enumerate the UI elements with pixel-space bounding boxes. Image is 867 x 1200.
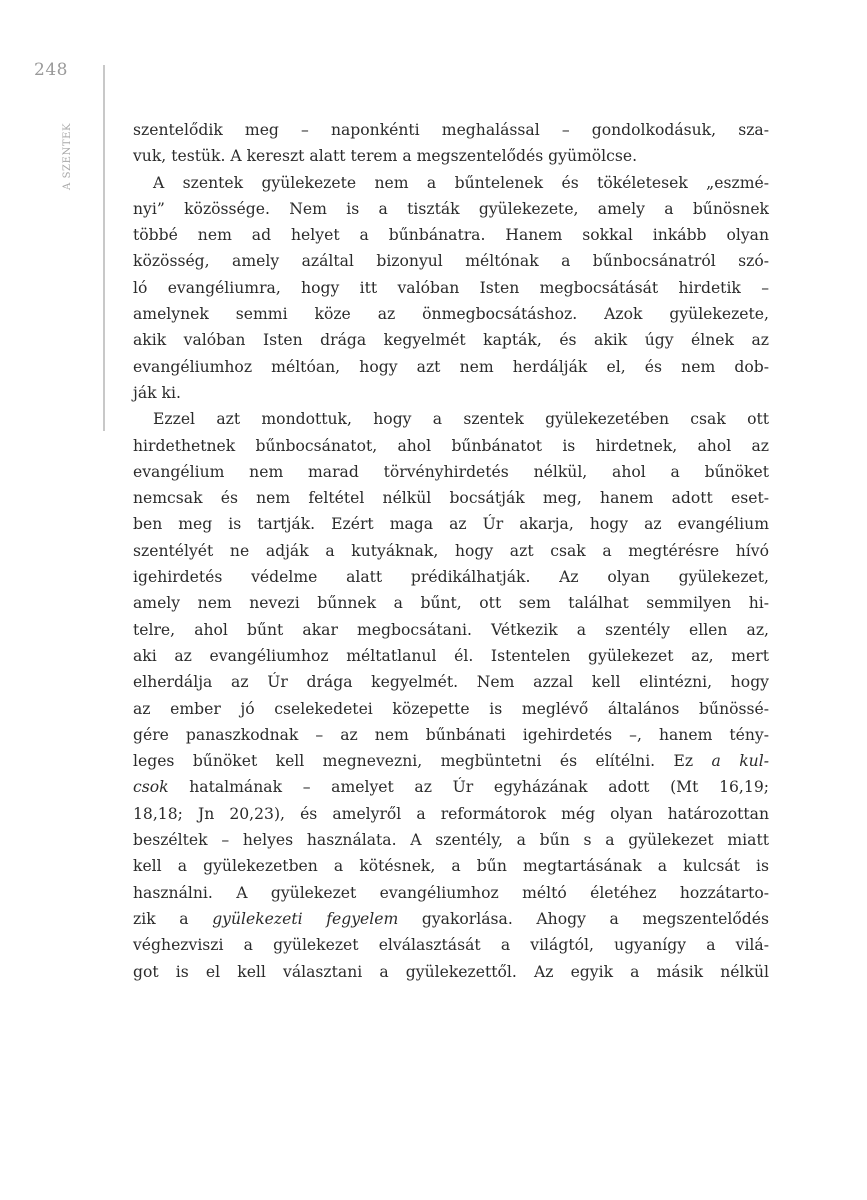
text-line: igehirdetés védelme alatt prédikálhatják. Az olyan gyülekezet,	[133, 568, 769, 587]
text-line	[133, 906, 769, 932]
text-run: leges bűnöket kell megnevezni, megbüntetni és elítélni. Ez	[133, 752, 712, 771]
text-line: többé nem ad helyet a bűnbánatra. Hanem sokkal inkább olyan	[133, 226, 769, 245]
text-line: véghezviszi a gyülekezet elválasztását a világtól, ugyanígy a vilá-	[133, 936, 769, 955]
text-line: Ezzel azt mondottuk, hogy a szentek gyülekezetében csak ott	[153, 410, 769, 429]
text-line: beszéltek – helyes használata. A szentély, a bűn s a gyülekezet miatt	[133, 831, 769, 850]
text-line: közösség, amely azáltal bizonyul méltónak a bűnbocsánatról szó-	[133, 252, 769, 271]
text-line: használni. A gyülekezet evangéliumhoz méltó életéhez hozzátarto-	[133, 883, 769, 902]
text-line: aki az evangéliumhoz méltatlanul él. Istentelen gyülekezet az, mert	[133, 646, 769, 665]
text-line: az ember jó cselekedetei közepette is meglévő általános bűnössé-	[133, 699, 769, 718]
text-line: ló evangéliumra, hogy itt valóban Isten megbocsátását hirdetik –	[133, 278, 769, 297]
text-run: gyakorlása. Ahogy a megszentelődés	[398, 909, 769, 928]
italic-term-fegyelem: gyülekezeti fegyelem	[212, 909, 399, 928]
body-text	[133, 117, 769, 985]
text-line: vuk, testük. A kereszt alatt terem a megszentelődés gyümölcse.	[133, 147, 638, 166]
text-line: A szentek gyülekezete nem a bűntelenek és tökéletesek „eszmé-	[153, 173, 769, 192]
text-line: telre, ahol bűnt akar megbocsátani. Vétkezik a szentély ellen az,	[133, 620, 769, 639]
text-line: elherdálja az Úr drága kegyelmét. Nem azzal kell elintézni, hogy	[133, 673, 769, 692]
text-run: hatalmának – amelyet az Úr egyházának adott (Mt 16,19;	[168, 778, 769, 797]
page-number: 248	[34, 60, 68, 80]
text-line: gére panaszkodnak – az nem bűnbánati igehirdetés –, hanem tény-	[133, 725, 769, 744]
text-line	[133, 748, 769, 774]
text-line: nyi” közössége. Nem is a tiszták gyülekezete, amely a bűnösnek	[133, 199, 769, 218]
running-head: A SZENTEK	[62, 122, 73, 190]
text-line	[133, 774, 769, 800]
text-line: ják ki.	[133, 383, 181, 402]
text-line: hirdethetnek bűnbocsánatot, ahol bűnbánatot is hirdetnek, ahol az	[133, 436, 769, 455]
text-line: amelynek semmi köze az önmegbocsátáshoz. Azok gyülekezete,	[133, 305, 769, 324]
text-line: ben meg is tartják. Ezért maga az Úr akarja, hogy az evangélium	[133, 515, 769, 534]
text-line: 18,18; Jn 20,23), és amelyről a reformátorok még olyan határozottan	[133, 804, 769, 823]
text-line: szentelődik meg – naponkénti meghalással – gondolkodásuk, sza-	[133, 121, 769, 139]
text-line: evangéliumhoz méltóan, hogy azt nem herdálják el, és nem dob-	[133, 357, 769, 376]
margin-rule	[103, 65, 105, 431]
italic-term-kulcsok: csok	[133, 778, 169, 797]
text-line: amely nem nevezi bűnnek a bűnt, ott sem találhat semmilyen hi-	[133, 594, 769, 613]
text-line: evangélium nem marad törvényhirdetés nélkül, ahol a bűnöket	[133, 462, 769, 481]
text-line: szentélyét ne adják a kutyáknak, hogy azt csak a megtérésre hívó	[133, 541, 769, 560]
text-line: kell a gyülekezetben a kötésnek, a bűn megtartásának a kulcsát is	[133, 857, 769, 876]
text-run: zik a	[133, 909, 213, 928]
italic-term-kulcsok: a kul-	[711, 752, 769, 771]
text-line: nemcsak és nem feltétel nélkül bocsátják meg, hanem adott eset-	[133, 489, 769, 508]
text-line: akik valóban Isten drága kegyelmét kapták, és akik úgy élnek az	[133, 331, 769, 350]
text-line: got is el kell választani a gyülekezettől. Az egyik a másik nélkül	[133, 962, 769, 981]
